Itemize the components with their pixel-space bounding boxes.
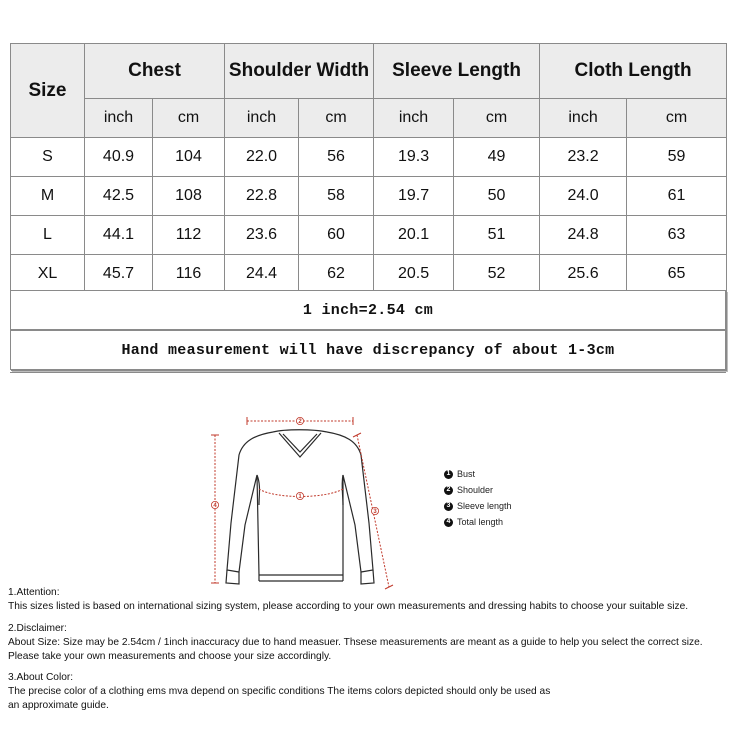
header-shoulder-width: Shoulder Width: [225, 44, 374, 99]
divider: [10, 372, 726, 373]
discrepancy-note-text: Hand measurement will have discrepancy of about 1-3cm: [121, 341, 615, 359]
conversion-note-text: 1 inch=2.54 cm: [302, 301, 434, 319]
attention-section: [8, 586, 688, 614]
header-cloth-length: Cloth Length: [540, 44, 727, 99]
table-row: [11, 138, 727, 177]
table-cell: 42.5: [85, 177, 153, 216]
table-cell: 19.3: [374, 138, 454, 177]
table-row: [11, 255, 727, 294]
table-cell: 112: [153, 216, 225, 255]
legend-label: Sleeve length: [457, 501, 512, 511]
legend-number-icon: 1: [444, 470, 453, 479]
table-cell: 62: [299, 255, 374, 294]
legend-number-icon: 3: [444, 502, 453, 511]
table-cell: 24.4: [225, 255, 299, 294]
unit-cell: cm: [299, 99, 374, 138]
sweater-outline: [226, 430, 374, 584]
table-cell: 65: [627, 255, 727, 294]
table-cell: 61: [627, 177, 727, 216]
unit-cell: cm: [153, 99, 225, 138]
marker-total-length-label: 4: [213, 503, 217, 509]
table-cell: 22.8: [225, 177, 299, 216]
unit-cell: inch: [374, 99, 454, 138]
header-chest: Chest: [85, 44, 225, 99]
legend-item: [444, 466, 512, 482]
table-cell: 50: [454, 177, 540, 216]
size-label: M: [11, 177, 85, 216]
table-cell: 63: [627, 216, 727, 255]
disclaimer-text: Please take your own measurements and choose your size accordingly.: [8, 651, 332, 662]
table-cell: 19.7: [374, 177, 454, 216]
discrepancy-note: [10, 330, 726, 370]
disclaimer-text: About Size: Size may be 2.54cm / 1inch inaccuracy due to hand measuer. Thsese measurements are meant as a guide to help you select the correct size.: [8, 637, 703, 648]
table-cell: 116: [153, 255, 225, 294]
header-size: Size: [11, 44, 85, 138]
table-cell: 20.1: [374, 216, 454, 255]
conversion-note: [10, 290, 726, 330]
table-cell: 40.9: [85, 138, 153, 177]
table-cell: 59: [627, 138, 727, 177]
table-header-row: [11, 44, 727, 99]
size-label: L: [11, 216, 85, 255]
attention-text: This sizes listed is based on international sizing system, please according to your own measurements and dressing habits to choose your suitable size.: [8, 601, 689, 612]
attention-title: 1.Attention:: [8, 587, 60, 598]
table-cell: 22.0: [225, 138, 299, 177]
table-cell: 23.6: [225, 216, 299, 255]
legend-item: [444, 482, 512, 498]
header-sleeve-length: Sleeve Length: [374, 44, 540, 99]
size-chart-table: [10, 43, 727, 294]
table-unit-row: [11, 99, 727, 138]
table-cell: 23.2: [540, 138, 627, 177]
measurement-lines: [211, 417, 393, 589]
marker-bust-label: 1: [298, 494, 302, 500]
legend-item: [444, 498, 512, 514]
unit-cell: cm: [627, 99, 727, 138]
table-cell: 56: [299, 138, 374, 177]
legend-number-icon: 2: [444, 486, 453, 495]
unit-cell: inch: [85, 99, 153, 138]
table-cell: 44.1: [85, 216, 153, 255]
color-title: 3.About Color:: [8, 672, 74, 683]
marker-shoulder-label: 2: [298, 419, 302, 425]
legend-item: [444, 514, 512, 530]
disclaimer-section: [8, 622, 703, 664]
table-cell: 104: [153, 138, 225, 177]
unit-cell: cm: [454, 99, 540, 138]
color-text: The precise color of a clothing ems mva depend on specific conditions The items colors depicted should only be used as: [8, 686, 551, 697]
size-label: S: [11, 138, 85, 177]
table-cell: 25.6: [540, 255, 627, 294]
table-row: [11, 216, 727, 255]
table-cell: 60: [299, 216, 374, 255]
table-cell: 45.7: [85, 255, 153, 294]
unit-cell: inch: [225, 99, 299, 138]
table-row: [11, 177, 727, 216]
color-section: [8, 671, 550, 713]
table-cell: 20.5: [374, 255, 454, 294]
legend-number-icon: 4: [444, 518, 453, 527]
legend-label: Shoulder: [457, 485, 494, 495]
table-cell: 24.0: [540, 177, 627, 216]
marker-sleeve-label: 3: [373, 509, 377, 515]
table-cell: 49: [454, 138, 540, 177]
table-cell: 52: [454, 255, 540, 294]
color-text: an approximate guide.: [8, 700, 109, 711]
legend-label: Total length: [457, 517, 504, 527]
table-cell: 24.8: [540, 216, 627, 255]
table-cell: 58: [299, 177, 374, 216]
diagram-legend: [444, 466, 512, 530]
measurement-markers: [211, 417, 378, 515]
table-cell: 108: [153, 177, 225, 216]
sweater-measurement-diagram: [195, 405, 425, 595]
table-cell: 51: [454, 216, 540, 255]
size-label: XL: [11, 255, 85, 294]
unit-cell: inch: [540, 99, 627, 138]
legend-label: Bust: [457, 469, 476, 479]
disclaimer-title: 2.Disclaimer:: [8, 623, 67, 634]
